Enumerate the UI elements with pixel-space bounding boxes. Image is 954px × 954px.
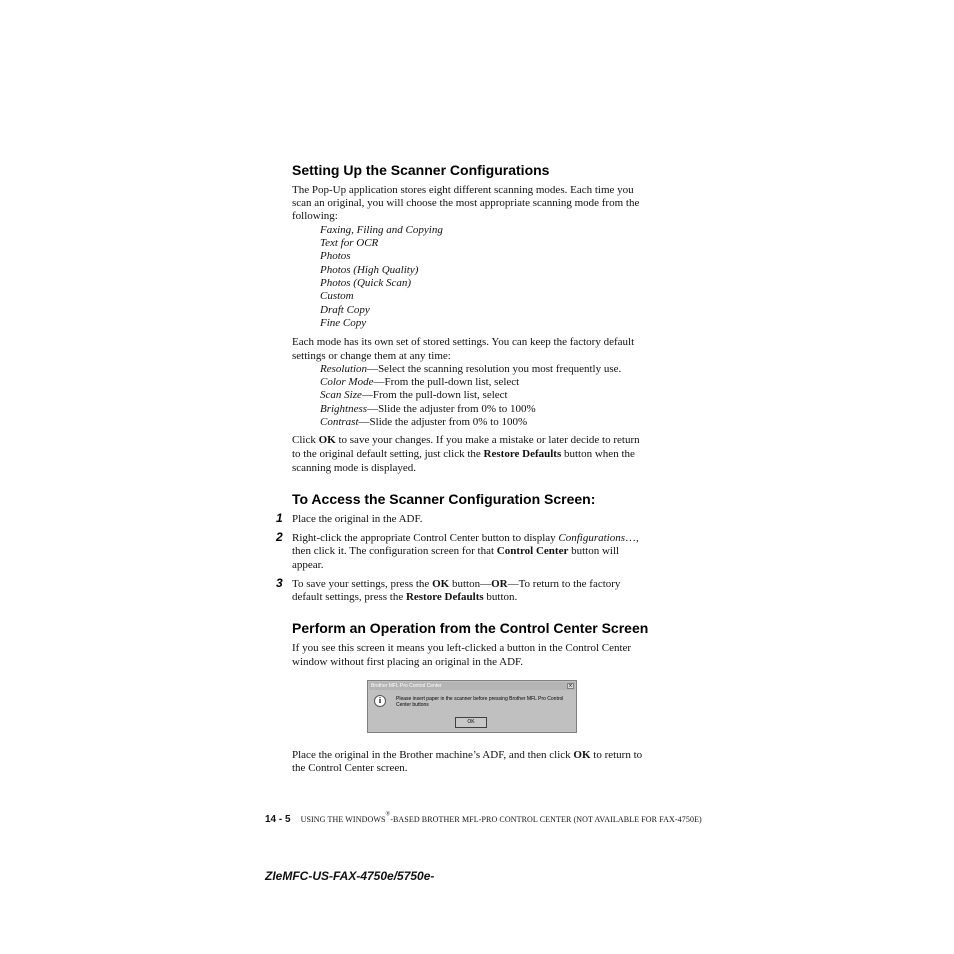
text-run: default settings, press the bbox=[292, 591, 406, 603]
info-icon: i bbox=[374, 695, 386, 707]
document-id: ZIeMFC-US-FAX-4750e/5750e- bbox=[265, 869, 435, 883]
ok-term: OK bbox=[318, 434, 336, 446]
control-center-dialog bbox=[367, 680, 577, 733]
text-run: button when the bbox=[561, 448, 635, 460]
step-number: 1 bbox=[276, 511, 283, 525]
step-text: appear. bbox=[292, 559, 324, 571]
page-number: 14 - 5 bbox=[265, 814, 291, 825]
step-number: 3 bbox=[276, 576, 283, 590]
ok-term: OK bbox=[573, 749, 591, 761]
mode-item: Draft Copy bbox=[320, 304, 370, 316]
mode-item: Photos (High Quality) bbox=[320, 264, 419, 276]
text-run: to the original default setting, just click the bbox=[292, 448, 484, 460]
step-text bbox=[292, 532, 639, 545]
setting-item bbox=[320, 403, 536, 416]
section-heading-perform-operation: Perform an Operation from the Control Center Screen bbox=[292, 620, 649, 636]
step-text bbox=[292, 578, 620, 591]
mode-item: Photos bbox=[320, 250, 351, 262]
step-text bbox=[292, 591, 517, 604]
setting-item bbox=[320, 363, 621, 376]
mode-item: Fine Copy bbox=[320, 317, 367, 329]
setting-desc: —Slide the adjuster from 0% to 100% bbox=[367, 403, 536, 415]
control-center-term: Control Center bbox=[496, 545, 569, 557]
close-icon[interactable]: × bbox=[568, 683, 573, 689]
setting-item bbox=[320, 389, 508, 402]
mode-item: Faxing, Filing and Copying bbox=[320, 224, 443, 236]
setting-desc: —From the pull-down list, select bbox=[373, 376, 520, 388]
setting-item bbox=[320, 376, 519, 389]
mode-item: Custom bbox=[320, 290, 354, 302]
setting-desc: —Select the scanning resolution you most frequently use. bbox=[367, 363, 622, 375]
text-run: to return to bbox=[590, 749, 643, 761]
section-heading-scanner-configurations: Setting Up the Scanner Configurations bbox=[292, 162, 550, 178]
text-run: button— bbox=[449, 578, 492, 590]
text-run: then click it. The configuration screen for that bbox=[292, 545, 497, 557]
section-heading-access-configuration: To Access the Scanner Configuration Screen: bbox=[292, 491, 596, 507]
text-run: button will bbox=[568, 545, 620, 557]
setting-item bbox=[320, 416, 527, 429]
mode-item: Text for OCR bbox=[320, 237, 379, 249]
text-run: to save your changes. If you make a mistake or later decide to return bbox=[335, 434, 640, 446]
setting-name: Contrast bbox=[320, 416, 359, 428]
or-term: OR bbox=[491, 578, 508, 590]
step-number: 2 bbox=[276, 530, 283, 544]
setting-name: Brightness bbox=[320, 403, 368, 415]
text-line: scanning mode is displayed. bbox=[292, 462, 417, 474]
setting-name: Color Mode bbox=[320, 376, 374, 388]
text-run: Click bbox=[292, 434, 319, 446]
dialog-title: Brother MFL Pro Control Center bbox=[371, 683, 442, 689]
setting-name: Resolution bbox=[320, 363, 368, 375]
ok-term: OK bbox=[432, 578, 450, 590]
text-run: …, bbox=[625, 532, 639, 544]
text-line bbox=[292, 749, 642, 762]
text-run: —To return to the factory bbox=[507, 578, 621, 590]
setting-desc: —Slide the adjuster from 0% to 100% bbox=[358, 416, 528, 428]
text-line: The Pop-Up application stores eight different scanning modes. Each time you bbox=[292, 184, 634, 196]
setting-name: Scan Size bbox=[320, 389, 362, 401]
text-line: window without first placing an original in the ADF. bbox=[292, 656, 524, 668]
text-line: scan an original, you will choose the most appropriate scanning mode from the bbox=[292, 197, 640, 209]
text-line: Each mode has its own set of stored settings. You can keep the factory default bbox=[292, 336, 635, 348]
restore-defaults-term: Restore Defaults bbox=[405, 591, 484, 603]
page-footer bbox=[265, 809, 702, 827]
restore-defaults-term: Restore Defaults bbox=[483, 448, 562, 460]
registered-mark: ® bbox=[385, 811, 391, 818]
footer-text: USING THE WINDOWS bbox=[300, 815, 386, 824]
dialog-message: Please insert paper in the scanner before pressing Brother MFL Pro Control Center buttons bbox=[396, 696, 564, 708]
mode-item: Photos (Quick Scan) bbox=[320, 277, 412, 289]
text-line: the Control Center screen. bbox=[292, 762, 408, 774]
footer-text: -BASED BROTHER MFL-PRO CONTROL CENTER (NOT AVAILABLE FOR FAX-4750E) bbox=[390, 815, 702, 824]
text-run: Place the original in the Brother machine’s ADF, and then click bbox=[292, 749, 574, 761]
text-line bbox=[292, 448, 635, 461]
step-text: Place the original in the ADF. bbox=[292, 513, 423, 525]
configurations-term: Configurations bbox=[558, 532, 626, 544]
text-run: To save your settings, press the bbox=[292, 578, 433, 590]
ok-button[interactable]: OK bbox=[455, 717, 487, 728]
text-line: following: bbox=[292, 210, 338, 222]
setting-desc: —From the pull-down list, select bbox=[361, 389, 508, 401]
dialog-titlebar bbox=[369, 682, 575, 690]
text-run: button. bbox=[483, 591, 518, 603]
step-text bbox=[292, 545, 619, 558]
text-line: settings or change them at any time: bbox=[292, 350, 451, 362]
text-line bbox=[292, 434, 640, 447]
text-run: Right-click the appropriate Control Center button to display bbox=[292, 532, 559, 544]
text-line: If you see this screen it means you left-clicked a button in the Control Center bbox=[292, 642, 632, 654]
